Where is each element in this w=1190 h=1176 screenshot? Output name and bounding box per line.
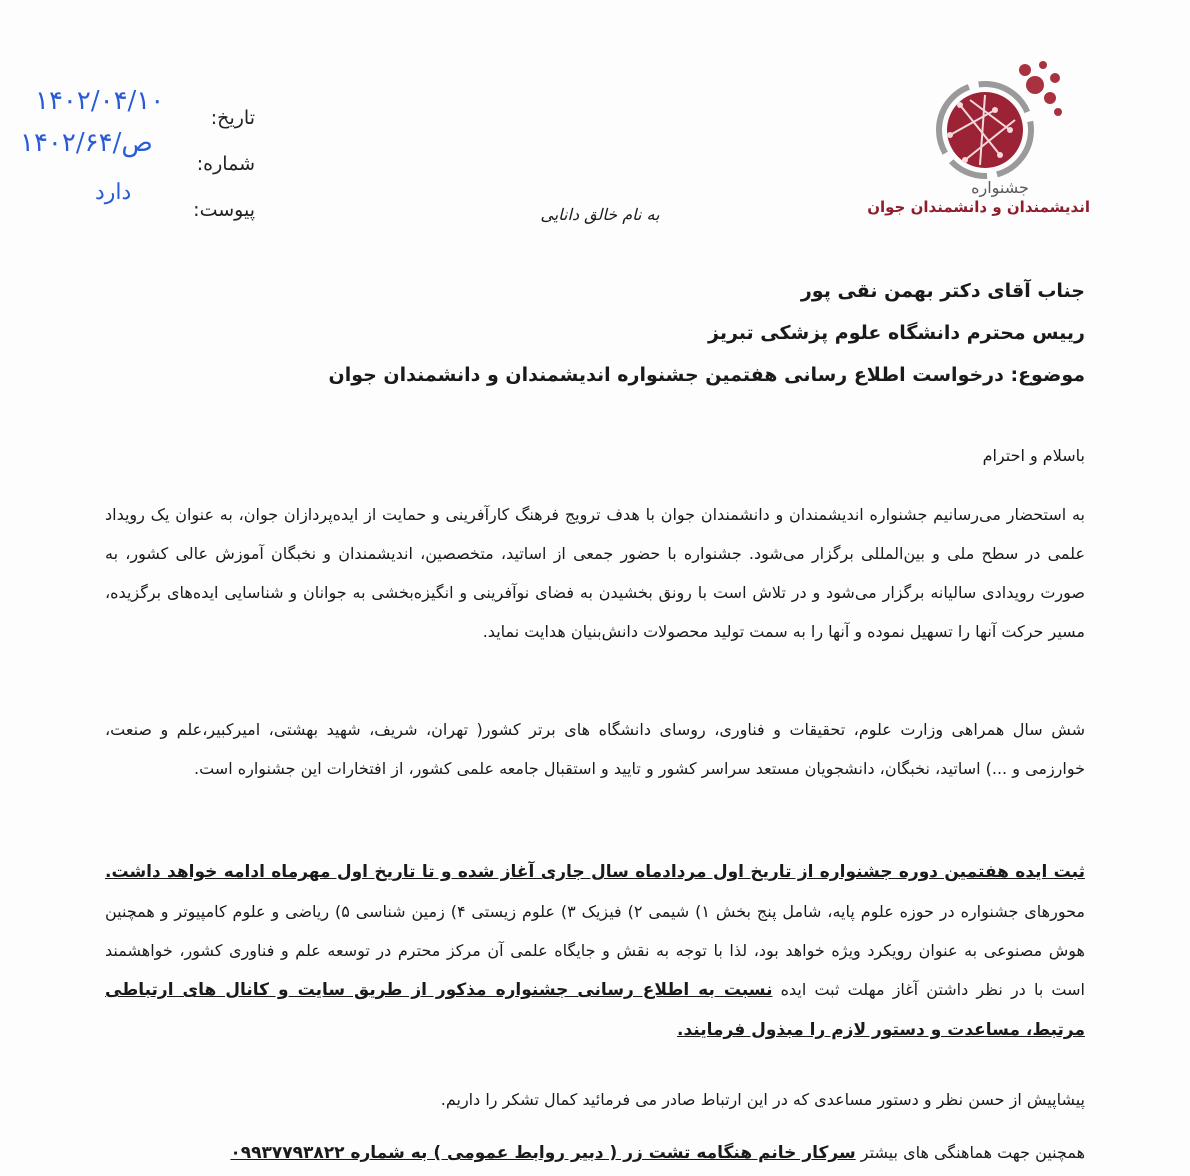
handwritten-date: ۱۴۰۲/۰۴/۱۰ [35, 86, 165, 116]
registration-topics: محورهای جشنواره در حوزه علوم پایه، شامل پنج بخش ۱) شیمی ۲) فیزیک ۳) علوم زیستی ۴) زمین شناسی ۵) ریاضی و علوم کامپیوتر و همچنین هوش مصنوعی به عنوان رویکرد ویژه خواهد بود، لذا با توجه به نقش و جایگاه علمی آن مرکز محترم در توسعه علم و فناوری کشور، خواهشمند است با در نظر داشتن آغاز مهلت ثبت ایده [105, 902, 1086, 999]
date-label: تاریخ: [210, 107, 255, 129]
basmala: به نام خالق دانایی [540, 205, 660, 224]
attachment-label: پیوست: [193, 199, 255, 221]
contact-person: سرکار خانم هنگامه تشت زر ( دبیر روابط عمومی ) به شماره ۰۹۹۳۷۷۹۳۸۲۲ [230, 1143, 856, 1163]
registration-request: نسبت به اطلاع رسانی جشنواره مذکور از طریق سایت و کانال های ارتباطی مرتبط، مساعدت و دستور لازم را مبذول فرمایند. [105, 980, 1085, 1040]
handwritten-attachment: دارد [95, 180, 132, 205]
registration-dates: ثبت ایده هفتمین دوره جشنواره از تاریخ اول مردادماه سال جاری آغاز شده و تا تاریخ اول مهرماه ادامه خواهد داشت. [105, 862, 1085, 882]
paragraph-contact [105, 1133, 1085, 1173]
logo-line1: جشنواره [971, 178, 1029, 197]
greeting: باسلام و احترام [982, 446, 1085, 465]
paragraph-thanks: پیشاپیش از حسن نظر و دستور مساعدی که در این ارتباط صادر می فرمائید کمال تشکر را داریم. [440, 1090, 1085, 1109]
letter-meta [195, 95, 255, 233]
paragraph-history: شش سال همراهی وزارت علوم، تحقیقات و فناوری، روسای دانشگاه های برتر کشور( تهران، شریف، شهید بهشتی، امیرکبیر،علم و صنعت، خوارزمی و ...) اساتید، نخبگان، دانشجویان مستعد سراسر کشور و تایید و استقبال جامعه علمی کشور، از افتخارات این جشنواره است. [105, 720, 1085, 778]
paragraph-intro: به استحضار می‌رسانیم جشنواره اندیشمندان و دانشمندان جوان با هدف ترویج فرهنگ کارآفرینی و حمایت از ایده‌پردازان جوان، به عنوان یک رویداد علمی در سطح ملی و بین‌المللی برگزار می‌شود. جشنواره با حضور جمعی از اساتید، متخصصین، اندیشمندان و نخبگان آموزش عالی کشور، به صورت رویدادی سالیانه برگزار می‌شود و در تلاش است با رونق بخشیدن به فضای نوآفرینی و انگیزه‌بخشی به جوانان و شناسایی ایده‌های برگزیده، مسیر حرکت آنها را تسهیل نموده و آنها را به سمت تولید محصولات دانش‌بنیان هدایت نماید. [105, 505, 1085, 641]
recipient-name: جناب آقای دکتر بهمن نقی پور [800, 280, 1085, 302]
subject-line: موضوع: درخواست اطلاع رسانی هفتمین جشنواره اندیشمندان و دانشمندان جوان [328, 364, 1085, 386]
paragraph-registration [105, 852, 1085, 1050]
handwritten-number: ۱۴۰۲/ص/۶۴ [20, 128, 153, 158]
recipient-title: رییس محترم دانشگاه علوم پزشکی تبریز [708, 322, 1085, 344]
logo-line2: اندیشمندان و دانشمندان جوان [867, 198, 1090, 216]
number-label: شماره: [196, 153, 255, 175]
contact-intro: همچنین جهت هماهنگی های بیشتر [860, 1143, 1085, 1162]
